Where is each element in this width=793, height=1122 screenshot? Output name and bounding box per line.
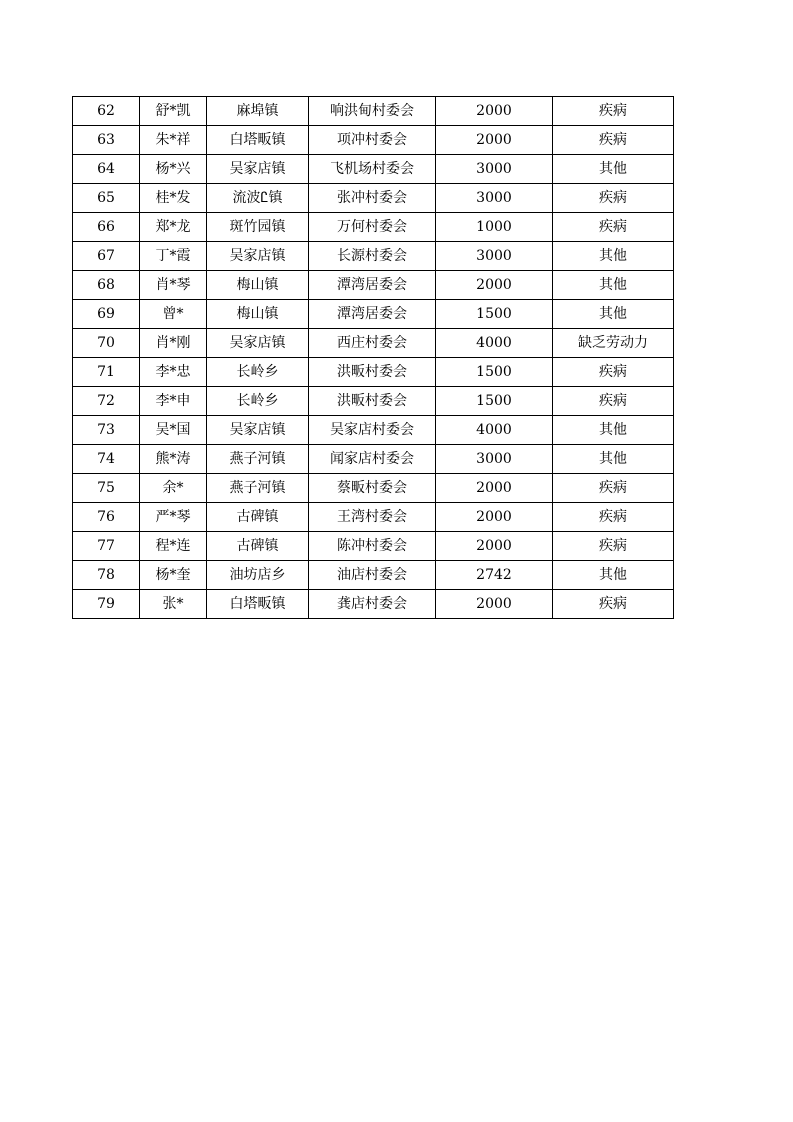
row-number-cell: 63	[73, 126, 140, 155]
village-committee-cell: 陈冲村委会	[309, 532, 436, 561]
reason-cell: 疾病	[553, 590, 674, 619]
town-cell: 吴家店镇	[207, 155, 309, 184]
amount-cell: 2000	[436, 97, 553, 126]
amount-cell: 2000	[436, 532, 553, 561]
table-row	[73, 97, 674, 126]
amount-cell: 2000	[436, 503, 553, 532]
reason-cell: 其他	[553, 300, 674, 329]
town-cell: 吴家店镇	[207, 416, 309, 445]
table-row	[73, 532, 674, 561]
recipient-name-cell: 李*忠	[140, 358, 207, 387]
recipient-name-cell: 吴*国	[140, 416, 207, 445]
village-committee-cell: 洪畈村委会	[309, 358, 436, 387]
amount-cell: 2000	[436, 271, 553, 300]
village-committee-cell: 蔡畈村委会	[309, 474, 436, 503]
row-number-cell: 64	[73, 155, 140, 184]
town-cell: 麻埠镇	[207, 97, 309, 126]
table-row	[73, 329, 674, 358]
table-row	[73, 474, 674, 503]
amount-cell: 2000	[436, 474, 553, 503]
amount-cell: 2000	[436, 590, 553, 619]
table-row	[73, 358, 674, 387]
aid-recipient-table	[72, 96, 674, 619]
town-cell: 长岭乡	[207, 387, 309, 416]
town-cell: 燕子河镇	[207, 474, 309, 503]
amount-cell: 3000	[436, 445, 553, 474]
village-committee-cell: 长源村委会	[309, 242, 436, 271]
amount-cell: 1500	[436, 387, 553, 416]
row-number-cell: 78	[73, 561, 140, 590]
recipient-name-cell: 丁*霞	[140, 242, 207, 271]
table-row	[73, 503, 674, 532]
reason-cell: 其他	[553, 561, 674, 590]
village-committee-cell: 油店村委会	[309, 561, 436, 590]
row-number-cell: 76	[73, 503, 140, 532]
village-committee-cell: 项冲村委会	[309, 126, 436, 155]
amount-cell: 4000	[436, 416, 553, 445]
town-cell: 古碑镇	[207, 532, 309, 561]
table-row	[73, 126, 674, 155]
town-cell: 燕子河镇	[207, 445, 309, 474]
recipient-name-cell: 桂*发	[140, 184, 207, 213]
village-committee-cell: 万何村委会	[309, 213, 436, 242]
reason-cell: 疾病	[553, 213, 674, 242]
recipient-name-cell: 郑*龙	[140, 213, 207, 242]
row-number-cell: 79	[73, 590, 140, 619]
reason-cell: 缺乏劳动力	[553, 329, 674, 358]
town-cell: 梅山镇	[207, 271, 309, 300]
reason-cell: 其他	[553, 155, 674, 184]
reason-cell: 疾病	[553, 126, 674, 155]
table-body	[73, 97, 674, 619]
row-number-cell: 66	[73, 213, 140, 242]
recipient-name-cell: 严*琴	[140, 503, 207, 532]
reason-cell: 疾病	[553, 387, 674, 416]
table-row	[73, 242, 674, 271]
row-number-cell: 65	[73, 184, 140, 213]
town-cell: 梅山镇	[207, 300, 309, 329]
recipient-name-cell: 舒*凯	[140, 97, 207, 126]
amount-cell: 3000	[436, 155, 553, 184]
table-row	[73, 387, 674, 416]
village-committee-cell: 龚店村委会	[309, 590, 436, 619]
amount-cell: 3000	[436, 184, 553, 213]
town-cell: 白塔畈镇	[207, 126, 309, 155]
amount-cell: 1500	[436, 358, 553, 387]
reason-cell: 其他	[553, 445, 674, 474]
village-committee-cell: 王湾村委会	[309, 503, 436, 532]
recipient-name-cell: 李*申	[140, 387, 207, 416]
amount-cell: 2742	[436, 561, 553, 590]
village-committee-cell: 飞机场村委会	[309, 155, 436, 184]
village-committee-cell: 响洪甸村委会	[309, 97, 436, 126]
reason-cell: 其他	[553, 416, 674, 445]
town-cell: 吴家店镇	[207, 242, 309, 271]
row-number-cell: 62	[73, 97, 140, 126]
row-number-cell: 69	[73, 300, 140, 329]
village-committee-cell: 张冲村委会	[309, 184, 436, 213]
table-row	[73, 445, 674, 474]
recipient-name-cell: 熊*涛	[140, 445, 207, 474]
recipient-name-cell: 杨*兴	[140, 155, 207, 184]
row-number-cell: 68	[73, 271, 140, 300]
table-row	[73, 561, 674, 590]
town-cell: 斑竹园镇	[207, 213, 309, 242]
recipient-name-cell: 朱*祥	[140, 126, 207, 155]
row-number-cell: 74	[73, 445, 140, 474]
row-number-cell: 67	[73, 242, 140, 271]
village-committee-cell: 闻家店村委会	[309, 445, 436, 474]
reason-cell: 其他	[553, 271, 674, 300]
reason-cell: 疾病	[553, 474, 674, 503]
recipient-name-cell: 肖*刚	[140, 329, 207, 358]
amount-cell: 2000	[436, 126, 553, 155]
recipient-name-cell: 余*	[140, 474, 207, 503]
row-number-cell: 70	[73, 329, 140, 358]
table-row	[73, 590, 674, 619]
town-cell: 古碑镇	[207, 503, 309, 532]
recipient-name-cell: 程*连	[140, 532, 207, 561]
town-cell: 流波Ꮭ镇	[207, 184, 309, 213]
reason-cell: 疾病	[553, 503, 674, 532]
village-committee-cell: 潭湾居委会	[309, 300, 436, 329]
reason-cell: 疾病	[553, 358, 674, 387]
village-committee-cell: 潭湾居委会	[309, 271, 436, 300]
amount-cell: 3000	[436, 242, 553, 271]
table-row	[73, 271, 674, 300]
village-committee-cell: 吴家店村委会	[309, 416, 436, 445]
reason-cell: 疾病	[553, 97, 674, 126]
table-row	[73, 213, 674, 242]
amount-cell: 4000	[436, 329, 553, 358]
reason-cell: 疾病	[553, 184, 674, 213]
reason-cell: 其他	[553, 242, 674, 271]
table-row	[73, 155, 674, 184]
recipient-name-cell: 张*	[140, 590, 207, 619]
table-row	[73, 184, 674, 213]
recipient-name-cell: 曾*	[140, 300, 207, 329]
town-cell: 长岭乡	[207, 358, 309, 387]
amount-cell: 1000	[436, 213, 553, 242]
town-cell: 油坊店乡	[207, 561, 309, 590]
recipient-name-cell: 杨*奎	[140, 561, 207, 590]
table-row	[73, 300, 674, 329]
amount-cell: 1500	[436, 300, 553, 329]
table-row	[73, 416, 674, 445]
row-number-cell: 73	[73, 416, 140, 445]
recipient-name-cell: 肖*琴	[140, 271, 207, 300]
village-committee-cell: 洪畈村委会	[309, 387, 436, 416]
town-cell: 白塔畈镇	[207, 590, 309, 619]
village-committee-cell: 西庄村委会	[309, 329, 436, 358]
row-number-cell: 72	[73, 387, 140, 416]
row-number-cell: 75	[73, 474, 140, 503]
row-number-cell: 71	[73, 358, 140, 387]
row-number-cell: 77	[73, 532, 140, 561]
reason-cell: 疾病	[553, 532, 674, 561]
town-cell: 吴家店镇	[207, 329, 309, 358]
